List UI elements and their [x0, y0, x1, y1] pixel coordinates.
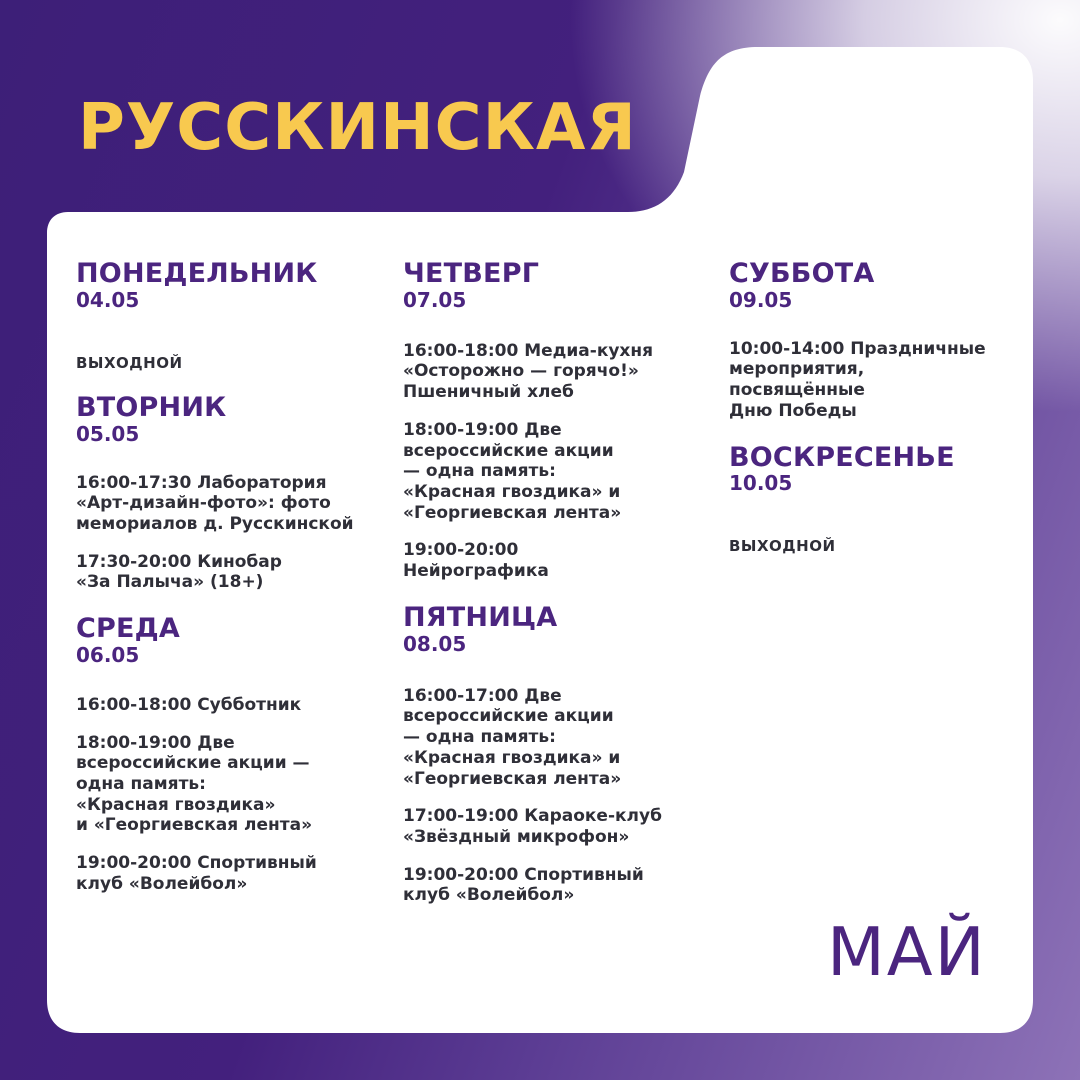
- event-item: 18:00-19:00 Две всероссийские акции — одна память: «Красная гвоздика» и «Георгиевская лента»: [403, 419, 622, 523]
- location-title: РУССКИНСКАЯ: [78, 91, 637, 165]
- day-date: 10.05: [729, 471, 793, 496]
- event-item: 19:00-20:00 Спортивный клуб «Волейбол»: [403, 864, 644, 906]
- day-date: 06.05: [76, 642, 140, 667]
- may-brand-logo: МАЙ: [827, 913, 987, 991]
- event-item: 18:00-19:00 Две всероссийские акции — одна память: «Красная гвоздика» и «Георгиевская лента»: [76, 732, 313, 836]
- day-date: 05.05: [76, 421, 140, 446]
- day-name: СРЕДА: [76, 613, 180, 645]
- day-name: ПЯТНИЦА: [403, 601, 558, 633]
- day-name: ВОСКРЕСЕНЬЕ: [729, 441, 955, 473]
- event-item: 16:00-17:30 Лаборатория «Арт-дизайн-фото»: фото мемориалов д. Русскинской: [76, 472, 354, 534]
- schedule-column-2: [403, 260, 693, 928]
- event-item: 19:00-20:00 Нейрографика: [403, 540, 549, 582]
- event-item: 16:00-18:00 Субботник: [76, 694, 302, 715]
- event-item: 16:00-18:00 Медиа-кухня «Осторожно — горячо!» Пшеничный хлеб: [403, 340, 654, 403]
- day-date: 09.05: [729, 287, 793, 312]
- day-monday: [76, 260, 368, 372]
- event-list: [76, 473, 368, 594]
- event-item: ВЫХОДНОЙ: [76, 353, 183, 372]
- day-date: 08.05: [403, 631, 467, 656]
- schedule-column-1: [76, 260, 368, 917]
- event-item: 19:00-20:00 Спортивный клуб «Волейбол»: [76, 853, 317, 894]
- day-date: 07.05: [403, 287, 467, 312]
- day-name: ВТОРНИК: [76, 391, 227, 423]
- event-item: 17:00-19:00 Караоке-клуб «Звёздный микрофон»: [403, 806, 662, 847]
- day-friday: [403, 601, 693, 906]
- day-sunday: [729, 441, 1014, 556]
- event-item: ВЫХОДНОЙ: [729, 537, 836, 556]
- day-name: СУББОТА: [729, 258, 875, 289]
- day-date: 04.05: [76, 287, 140, 312]
- day-wednesday: [76, 615, 368, 894]
- event-item: 17:30-20:00 Кинобар «За Палыча» (18+): [76, 551, 282, 593]
- event-list: [403, 341, 693, 582]
- day-tuesday: [76, 391, 368, 593]
- event-list: [76, 354, 368, 372]
- event-list: [729, 339, 1014, 422]
- event-list: [403, 686, 693, 907]
- event-list: [729, 537, 1014, 555]
- day-thursday: [403, 260, 693, 582]
- event-list: [76, 695, 368, 895]
- day-name: ПОНЕДЕЛЬНИК: [76, 258, 318, 289]
- event-item: 16:00-17:00 Две всероссийские акции — одна память: «Красная гвоздика» и «Георгиевская лента»: [403, 685, 622, 789]
- day-saturday: [729, 260, 1014, 422]
- day-name: ЧЕТВЕРГ: [403, 258, 540, 289]
- schedule-column-3: [729, 260, 1014, 577]
- event-item: 10:00-14:00 Праздничные мероприятия, посвящённые Дню Победы: [729, 338, 986, 421]
